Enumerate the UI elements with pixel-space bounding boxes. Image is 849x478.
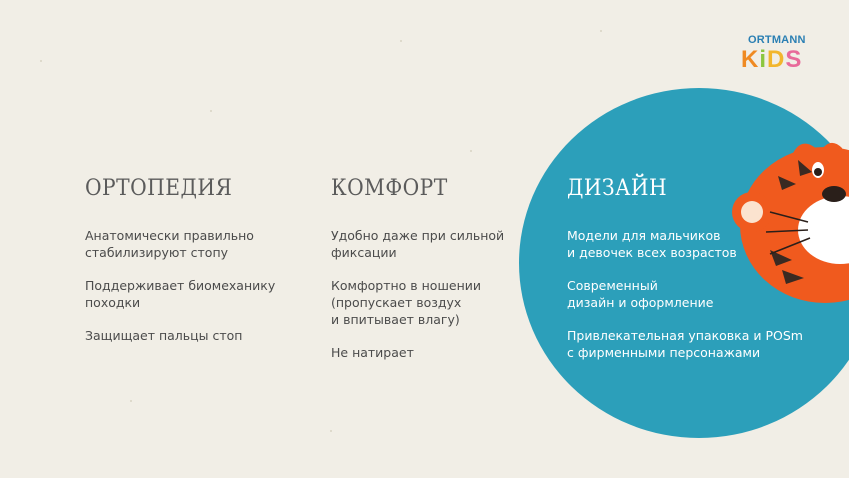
column-orthopedics: [85, 176, 275, 360]
list-item: Защищает пальцы стоп: [85, 328, 243, 343]
texture-speck: [400, 40, 402, 42]
texture-speck: [130, 400, 132, 402]
list-item: Комфортно в ношении (пропускает воздух и впитывает влагу): [331, 278, 482, 327]
texture-speck: [330, 430, 332, 432]
column-title-comfort: КОМФОРТ: [331, 176, 448, 201]
list-item: Удобно даже при сильной фиксации: [331, 228, 505, 260]
list-item: Современный дизайн и оформление: [567, 278, 714, 310]
logo-letter-d: D: [767, 46, 785, 73]
texture-speck: [600, 30, 602, 32]
column-design: [567, 176, 803, 377]
column-title-orthopedics: ОРТОПЕДИЯ: [85, 176, 233, 201]
logo-letter-s: S: [785, 46, 802, 73]
column-list-orthopedics: [85, 227, 275, 344]
texture-speck: [40, 60, 42, 62]
logo-brand: ORTMANN: [748, 34, 806, 46]
list-item: Привлекательная упаковка и POSm с фирменными персонажами: [567, 328, 803, 360]
column-title-design: ДИЗАЙН: [567, 176, 668, 201]
logo-letter-i: i: [759, 46, 767, 73]
list-item: Поддерживает биомеханику походки: [85, 278, 276, 310]
column-list-design: [567, 227, 803, 361]
list-item: Не натирает: [331, 345, 414, 360]
list-item: Анатомически правильно стабилизируют стопу: [85, 228, 254, 260]
logo-kids-wordmark: [741, 48, 801, 72]
list-item: Модели для мальчиков и девочек всех возрастов: [567, 228, 737, 260]
column-list-comfort: [331, 227, 504, 361]
logo-letter-k: K: [741, 46, 759, 73]
column-comfort: [331, 176, 504, 377]
texture-speck: [210, 110, 212, 112]
texture-speck: [470, 150, 472, 152]
ortmann-kids-logo: [738, 34, 810, 82]
